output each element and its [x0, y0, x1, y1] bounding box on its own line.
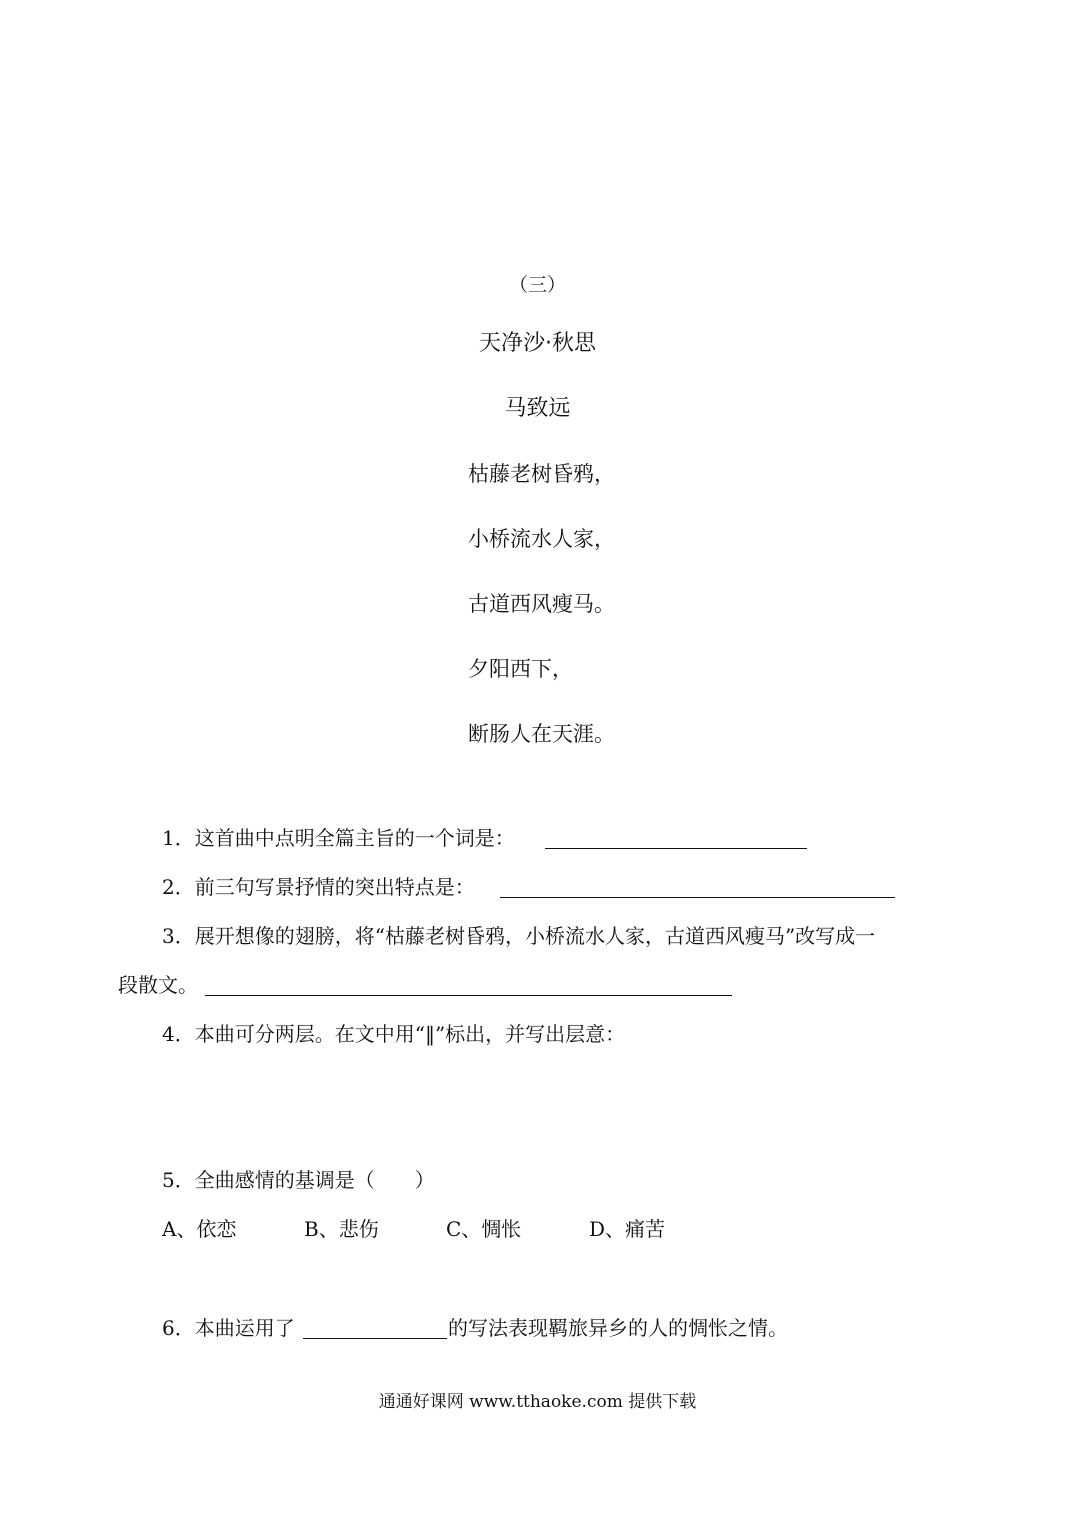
option-a[interactable]: A、依恋 — [162, 1217, 237, 1241]
option-c[interactable]: C、惆怅 — [446, 1217, 522, 1241]
question-5: 5．全曲感情的基调是（ ） — [162, 1168, 435, 1192]
question-6-end: 的写法表现羁旅异乡的人的惆怅之情。 — [448, 1316, 788, 1340]
question-6-start: 6．本曲运用了 — [162, 1316, 295, 1340]
answer-blank-3[interactable] — [205, 995, 732, 996]
option-b[interactable]: B、悲伤 — [304, 1217, 379, 1241]
answer-blank-2[interactable] — [500, 897, 895, 898]
option-d[interactable]: D、痛苦 — [589, 1217, 666, 1241]
answer-blank-6[interactable] — [303, 1338, 447, 1339]
poem-line-2: 小桥流水人家， — [468, 527, 615, 551]
answer-blank-1[interactable] — [545, 848, 807, 849]
poem-author: 马致远 — [504, 396, 571, 421]
question-3-continued: 段散文。 — [118, 973, 198, 997]
section-number: （三） — [508, 274, 566, 296]
question-3: 3．展开想像的翅膀，将“枯藤老树昏鸦，小桥流水人家，古道西风瘦马”改写成一 — [162, 924, 876, 948]
question-2: 2．前三句写景抒情的突出特点是： — [162, 875, 475, 899]
question-4: 4．本曲可分两层。在文中用“‖”标出，并写出层意： — [162, 1022, 626, 1046]
poem-line-1: 枯藤老树昏鸦， — [468, 462, 615, 486]
poem-line-3: 古道西风瘦马。 — [468, 592, 615, 616]
poem-title: 天净沙·秋思 — [479, 331, 596, 356]
question-1: 1．这首曲中点明全篇主旨的一个词是： — [162, 826, 515, 850]
footer-text: 通通好课网 www.tthaoke.com 提供下载 — [378, 1392, 697, 1412]
poem-line-4: 夕阳西下， — [468, 657, 573, 681]
poem-line-5: 断肠人在天涯。 — [468, 722, 615, 746]
